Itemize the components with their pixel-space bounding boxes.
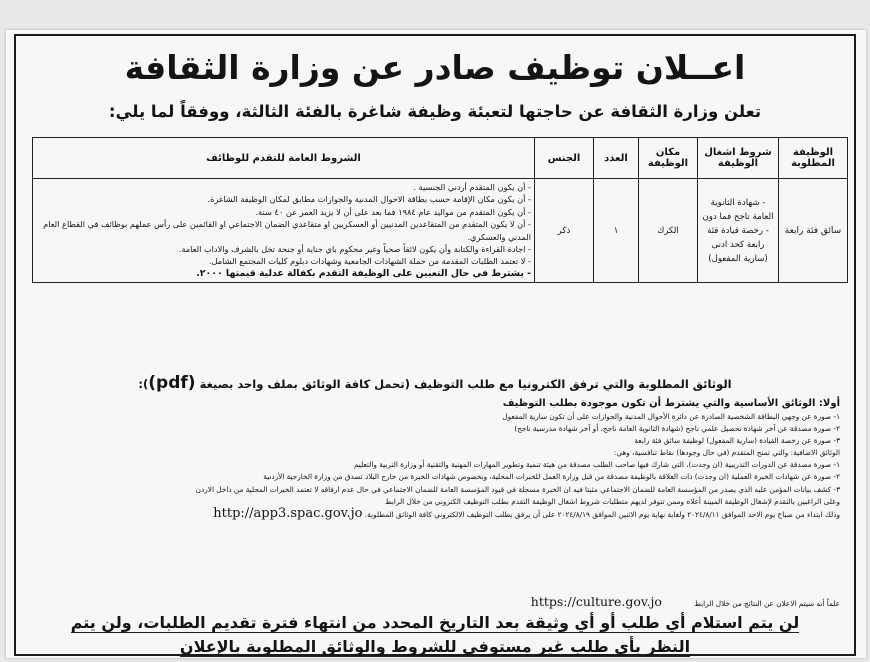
additional-documents-heading: الوثائق الاضافية: والتي تمنح المتقدم (في حال وجودها) نقاط تنافسية، وهي: — [613, 448, 840, 458]
condition-item: - لا تعتمد الطلبات المقدمة من حملة الشهادات الجامعية وشهادات دبلوم كليات المجتمع الشامل. — [208, 256, 531, 267]
documents-heading — [32, 373, 838, 393]
results-link[interactable]: https://culture.gov.jo — [530, 594, 662, 609]
jobs-table — [32, 137, 848, 283]
condition-item: - أن يكون المتقدم أردني الجنسية . — [413, 182, 531, 192]
results-note — [30, 594, 840, 609]
cell-count: ١ — [594, 179, 639, 283]
header-conditions: الشروط العامة للتقدم للوظائف — [33, 138, 535, 179]
application-link[interactable]: http://app3.spac.gov.jo — [213, 505, 363, 521]
newspaper-page — [6, 30, 866, 658]
condition-item: - أن لا يكون المتقدم من المتقاعدين المدنيين أو العسكريين او متقاعدي الضمان الاجتماعي او القائمين على رأس عملهم بوظائف في القطاع العام المدني والعسكري. — [43, 219, 531, 242]
condition-item: - يشترط في حال التعيين على الوظيفة التقدم بكفالة عدلية قيمتها ٢٠٠٠. — [196, 267, 531, 279]
documents-section — [30, 396, 840, 521]
announcement-title: اعــلان توظيف صادر عن وزارة الثقافة — [124, 48, 746, 87]
application-instructions: وعلى الراغبين بالتقدم لإشغال الوظيفة المبينة أعلاه وممن تتوفر لديهم متطلبات شروط اشغال الوظيفة التقدم بطلب التوظيف الكتروني من خلال الرابط — [384, 496, 840, 506]
condition-item: - أن يكون مكان الإقامة حسب بطاقة الاحوال المدنية والجوازات مطابق لمكان الوظيفة الشاغرة. — [207, 194, 531, 205]
application-dates-text: وذلك ابتداء من صباح يوم الاحد الموافق ٢٠٢٤/٨/١١ ولغاية نهاية يوم الاثنين الموافق ٢٠٢٤/٨/١٩ على أن يرفق بطلب التوظيف الالكتروني كافة الوثائق المطلوبة. — [364, 509, 840, 519]
basic-document-item: ٢- صورة مصدقة عن آخر شهادة تحصيل علمي ناجح (شهادة الثانوية العامة ناجح، أو آخر شهادة مدرسية ناجح) — [514, 424, 840, 434]
cell-requirements: - شهادة الثانوية العامة ناجح فما دون - رخصة قيادة فئة رابعة كحد ادنى (سارية المفعول) — [698, 179, 779, 283]
basic-document-item: ٣- صورة عن رخصة القيادة (سارية المفعول) لوظيفة سائق فئة رابعة — [634, 436, 840, 446]
header-count: العدد — [594, 138, 639, 179]
additional-document-item: ١- صورة مصدقة عن الدورات التدريبية (ان وجدت)، التي شارك فيها صاحب الطلب مصدقة من هيئة تنمية وتطوير المهارات المهنية والتقنية أو وزارة التربية والتعليم — [353, 460, 840, 470]
additional-document-item: ٢- صورة عن شهادات الخبرة العملية (ان وجدت) ذات العلاقة بالوظيفة مصدقة من قبل وزارة العمل للخبرات المحلية، وبخصوص شهادات الخبرة من خارج البلاد تصدق من وزارة الخارجية الأردنية — [263, 472, 840, 482]
documents-heading-end: ): — [138, 377, 149, 391]
warning-line-1: لن يتم استلام أي طلب أو أي وثيقة بعد التاريخ المحدد من انتهاء فترة تقديم الطلبات، ولن يتم — [70, 613, 800, 632]
deadline-warning — [46, 611, 824, 659]
results-note-text: علماً أنه سيتم الاعلان عن النتائج من خلال الرابط — [694, 599, 840, 608]
cell-job: سائق فئة رابعة — [779, 179, 848, 283]
basic-documents-heading: أولا: الوثائق الأساسية والتي يشترط أن تكون موجودة بطلب التوظيف — [502, 398, 840, 409]
header-requirements: شروط اشغال الوظيفة — [698, 138, 779, 179]
application-dates — [30, 505, 840, 521]
additional-document-item: ٣- كشف بيانات المؤمن عليه الذي يصدر من المؤسسة العامة للضمان الاجتماعي مثبتا فيه ان الخبرة مسجلة في قيود المؤسسة العامة للضمان الاجتماعي في حال عدم ارفاقه لا تعتمد الخبرات المحلية من داخل الاردن — [195, 484, 840, 494]
basic-document-item: ١- صورة عن وجهي البطاقة الشخصية الصادرة عن دائرة الأحوال المدنية والجوازات على أن تكون سارية المفعول — [502, 412, 840, 421]
pdf-format-label: (pdf) — [148, 373, 196, 393]
header-job: الوظيفة المطلوبة — [779, 138, 848, 179]
warning-line-2: النظر بأي طلب غير مستوفي للشروط والوثائق المطلوبة بالإعلان — [179, 637, 691, 656]
table-row — [33, 179, 848, 283]
header-location: مكان الوظيفة — [639, 138, 698, 179]
cell-location: الكرك — [639, 179, 698, 283]
cell-conditions — [33, 179, 535, 283]
header-gender: الجنس — [535, 138, 594, 179]
documents-heading-text: الوثائق المطلوبة والتي ترفق الكترونيا مع طلب التوظيف (تحمل كافة الوثائق بملف واحد بصيغة — [199, 377, 732, 391]
cell-gender: ذكر — [535, 179, 594, 283]
announcement-subtitle: تعلن وزارة الثقافة عن حاجتها لتعبئة وظيفة شاغرة بالفئة الثالثة، ووفقاً لما يلي: — [108, 102, 762, 121]
table-header-row — [33, 138, 848, 179]
condition-item: - أن يكون المتقدم من مواليد عام ١٩٨٤ فما بعد على أن لا يزيد العمر عن ٤٠ سنة. — [255, 206, 531, 217]
condition-item: - اجادة القراءة والكتابة وأن يكون لائقاً صحياً وغير محكوم باي جناية أو جنحة تخل بالشرف والاداب العامة. — [178, 244, 531, 255]
announcement-frame — [14, 34, 856, 656]
